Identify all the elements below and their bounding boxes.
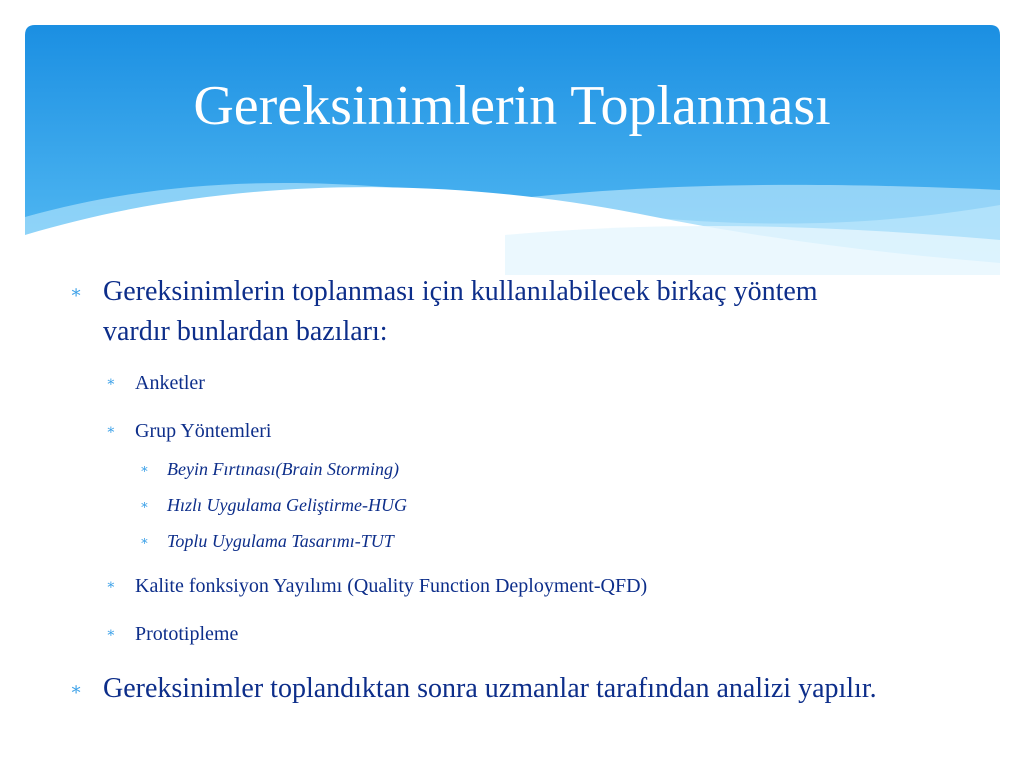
bullet-text: Grup Yöntemleri bbox=[135, 420, 272, 442]
bullet-text: Anketler bbox=[135, 372, 205, 394]
bullet-text: Kalite fonksiyon Yayılımı (Quality Function Deployment-QFD) bbox=[135, 575, 648, 597]
slide-title: Gereksinimlerin Toplanması bbox=[193, 75, 831, 137]
asterisk-bullet-icon: ∗ bbox=[70, 679, 83, 699]
asterisk-bullet-icon: ∗ bbox=[106, 423, 116, 438]
asterisk-bullet-icon: ∗ bbox=[140, 533, 149, 548]
bullet-text: Beyin Fırtınası(Brain Storming) bbox=[167, 459, 399, 479]
asterisk-bullet-icon: ∗ bbox=[106, 578, 116, 593]
asterisk-bullet-icon: ∗ bbox=[140, 497, 149, 512]
asterisk-bullet-icon: ∗ bbox=[70, 282, 83, 302]
asterisk-bullet-icon: ∗ bbox=[106, 375, 116, 390]
bullet-text: Gereksinimlerin toplanması için kullanılabilecek birkaç yöntem bbox=[103, 276, 818, 307]
bullet-text: Gereksinimler toplandıktan sonra uzmanlar tarafından analizi yapılır. bbox=[103, 673, 877, 704]
bullet-text: Toplu Uygulama Tasarımı-TUT bbox=[167, 531, 394, 551]
bullet-text: Prototipleme bbox=[135, 623, 239, 645]
asterisk-bullet-icon: ∗ bbox=[106, 626, 116, 641]
asterisk-bullet-icon: ∗ bbox=[140, 461, 149, 476]
bullet-text-continuation: vardır bunlardan bazıları: bbox=[103, 316, 388, 347]
bullet-text: Hızlı Uygulama Geliştirme-HUG bbox=[167, 495, 407, 515]
